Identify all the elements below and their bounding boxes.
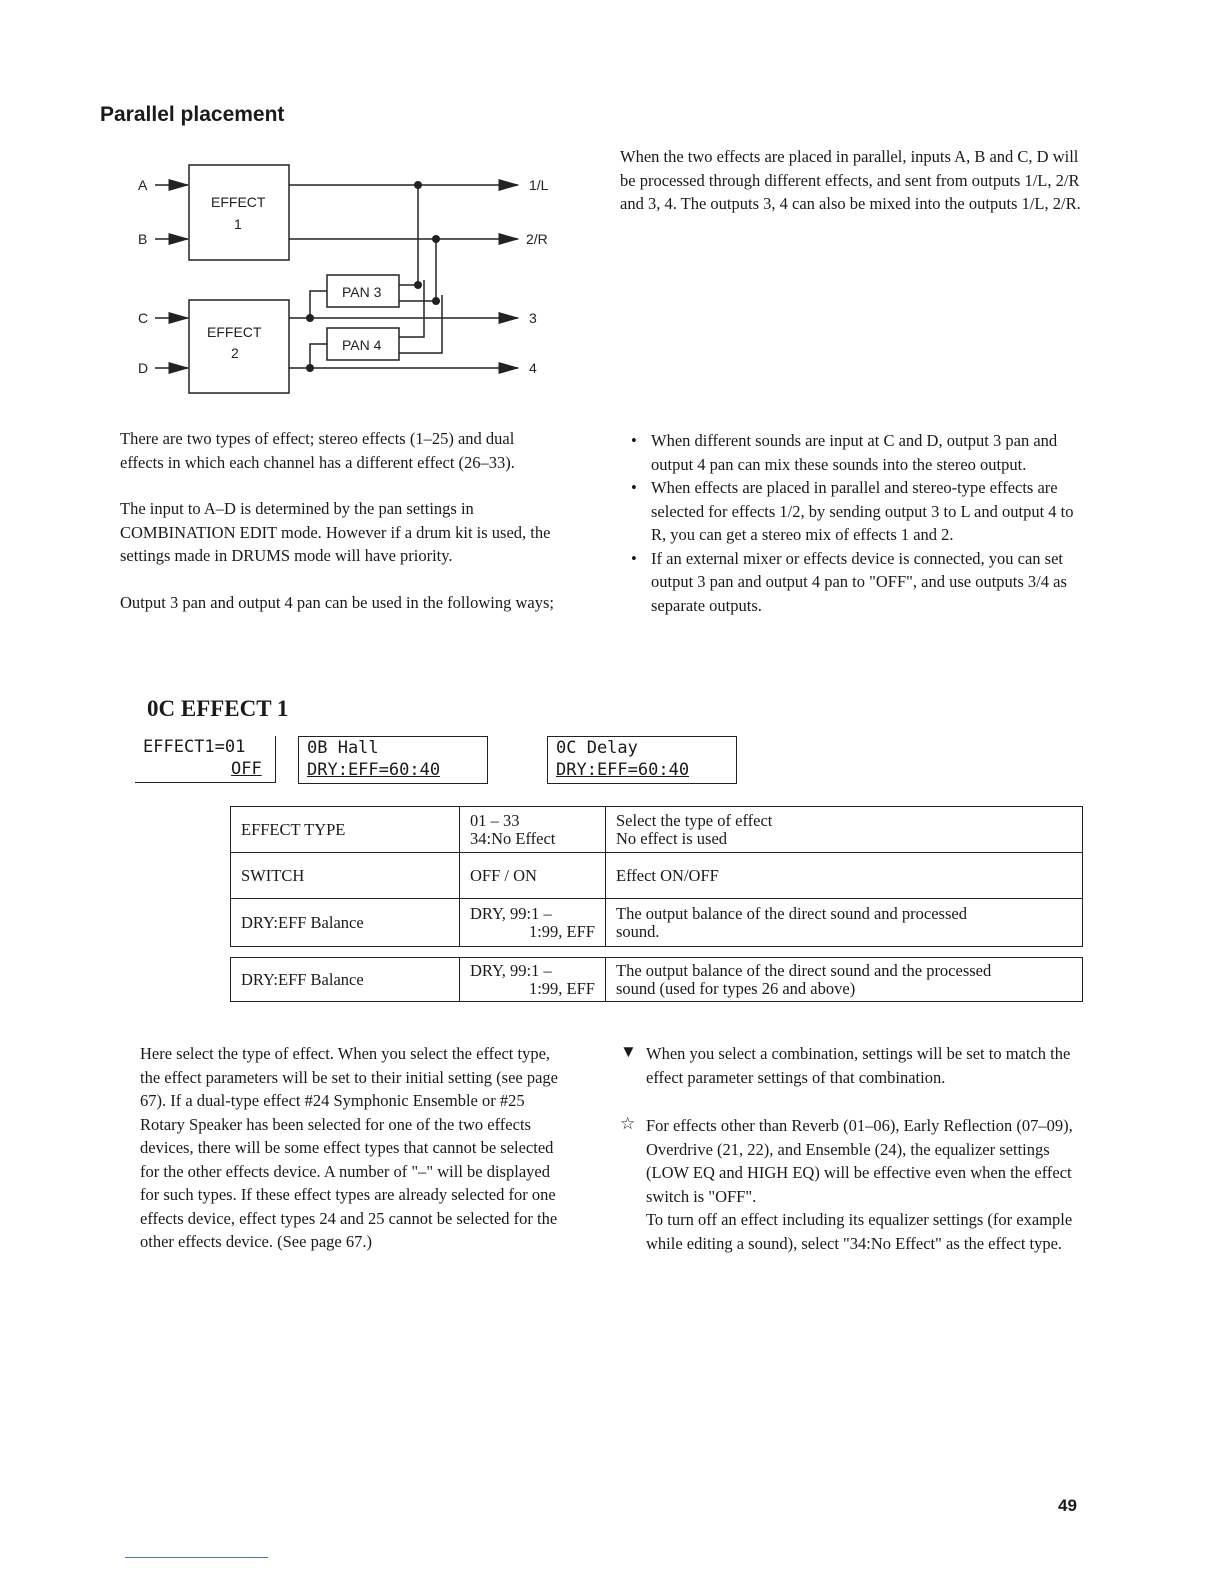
param-description [606,807,1083,853]
effect-2-block [189,300,289,393]
table-row [155,899,1083,947]
lcd-screen-effect-switch [135,736,276,783]
effect-heading: 0C EFFECT 1 [147,696,289,721]
param-name: DRY:EFF Balance [231,899,460,947]
lcd-line-1: EFFECT1=01 [143,737,246,757]
effect-type-explanation: Here select the type of effect. When you select the effect type, the effect parameters will be set to their initial setting (see page 67). If a dual-type effect #24 Symphonic Ensemble or #25 Rotary Speaker has been selected for one of the two effects devices, there will be some effect types that cannot be selected for the other effects device. A number of "–" will be displayed for such types. If these effect types are already selected for one effects device, effect types 24 and 25 cannot be selected for the other effects device. (See page 67.) [140,1044,558,1251]
output-label-3: 3 [529,310,537,326]
effect-2-number: 2 [231,345,239,361]
range-line-1: DRY, 99:1 – [470,960,552,980]
effect-2-label: EFFECT [207,324,262,340]
range-line-2: 34:No Effect [470,828,556,848]
lcd-line-2: DRY:EFF=60:40 [307,760,441,780]
pan-usage-list [625,429,1083,617]
param-range [460,899,606,947]
equalizer-note-text: For effects other than Reverb (01–06), Early Reflection (07–09), Overdrive (21, 22), and Ensemble (24), the equalizer settings (LOW EQ and HIGH EQ) will be effective even when the effect switch is "OFF". [646,1116,1073,1206]
output-label-1l: 1/L [529,177,549,193]
range-line-2: 1:99, EFF [528,921,595,941]
combination-note: When you select a combination, settings will be set to match the effect parameter settings of that combination. [646,1044,1071,1087]
param-description [606,899,1083,947]
input-label-b: B [138,231,148,247]
effect-1-number: 1 [234,216,242,232]
output-label-2r: 2/R [526,231,548,247]
parallel-placement-diagram [120,155,560,400]
param-name: SWITCH [231,853,460,899]
range-line-1: 01 – 33 [470,810,520,830]
list-item: • When effects are placed in parallel and stereo-type effects are selected for effects 1/2, by sending output 3 to L and output 4 to R, you can get a stereo mix of effects 1 and 2. [625,476,1083,547]
desc-line-1: Select the type of effect [616,810,773,830]
left-column-text [120,427,560,637]
effect-1-block [189,165,289,260]
param-description [606,958,1083,1002]
intro-paragraph: When the two effects are placed in parallel, inputs A, B and C, D will be processed through different effects, and sent from outputs 1/L, 2/R and 3, 4. The outputs 3, 4 can also be mixed into the outputs 1/L, 2/R. [620,147,1081,213]
output-label-4: 4 [529,360,537,376]
lcd-screen-delay [547,736,737,784]
list-item: • If an external mixer or effects device is connected, you can set output 3 pan and output 4 pan to "OFF", and use outputs 3/4 as separate outputs. [625,547,1083,618]
table-row [155,853,1083,899]
input-label-a: A [138,177,148,193]
desc-line-1: The output balance of the direct sound and the processed [616,960,992,980]
pan-usage-paragraph: Output 3 pan and output 4 pan can be used in the following ways; [120,592,554,612]
page-number: 49 [1058,1496,1077,1515]
input-label-c: C [138,310,149,326]
parameter-table [155,806,1083,947]
list-item: • When different sounds are input at C and D, output 3 pan and output 4 pan can mix these sounds into the stereo output. [625,429,1083,476]
lcd-line-2: OFF [231,759,262,779]
section-title: Parallel placement [100,103,285,126]
lcd-line-1: 0C Delay [556,738,638,758]
pan-3-label: PAN 3 [342,284,382,300]
down-triangle-icon: ▼ [620,1042,637,1061]
param-name: DRY:EFF Balance [231,958,460,1002]
param-description: Effect ON/OFF [606,853,1083,899]
table-spacer-cell [155,853,231,899]
lcd-screen-hall [298,736,488,784]
param-name: EFFECT TYPE [231,807,460,853]
input-determination-paragraph: The input to A–D is determined by the pan settings in COMBINATION EDIT mode. However if a drum kit is used, the settings made in DRUMS mode will have priority. [120,499,551,565]
table-row [155,807,1083,853]
param-range: OFF / ON [460,853,606,899]
range-line-2: 1:99, EFF [528,978,595,998]
range-line-1: DRY, 99:1 – [470,903,552,923]
table-spacer-cell [155,807,231,853]
parameter-table-dual [155,957,1083,1002]
equalizer-note [646,1114,1082,1255]
table-spacer-cell [155,958,231,1002]
desc-line-1: The output balance of the direct sound and processed [616,903,967,923]
param-range [460,807,606,853]
desc-line-2: sound (used for types 26 and above) [616,978,856,998]
lcd-line-2: DRY:EFF=60:40 [556,760,690,780]
desc-line-2: No effect is used [616,828,728,848]
equalizer-note-text-b: To turn off an effect including its equalizer settings (for example while editing a sound), select "34:No Effect" as the effect type. [646,1210,1073,1253]
effect-types-paragraph: There are two types of effect; stereo effects (1–25) and dual effects in which each channel has a different effect (26–33). [120,429,515,472]
table-spacer-cell [155,899,231,947]
desc-line-2: sound. [616,921,660,941]
effect-1-label: EFFECT [211,194,266,210]
input-label-d: D [138,360,149,376]
table-row [155,958,1083,1002]
bottom-rule [125,1557,268,1558]
lcd-line-1: 0B Hall [307,738,379,758]
star-icon: ☆ [620,1114,636,1133]
pan-4-label: PAN 4 [342,337,382,353]
param-range [460,958,606,1002]
